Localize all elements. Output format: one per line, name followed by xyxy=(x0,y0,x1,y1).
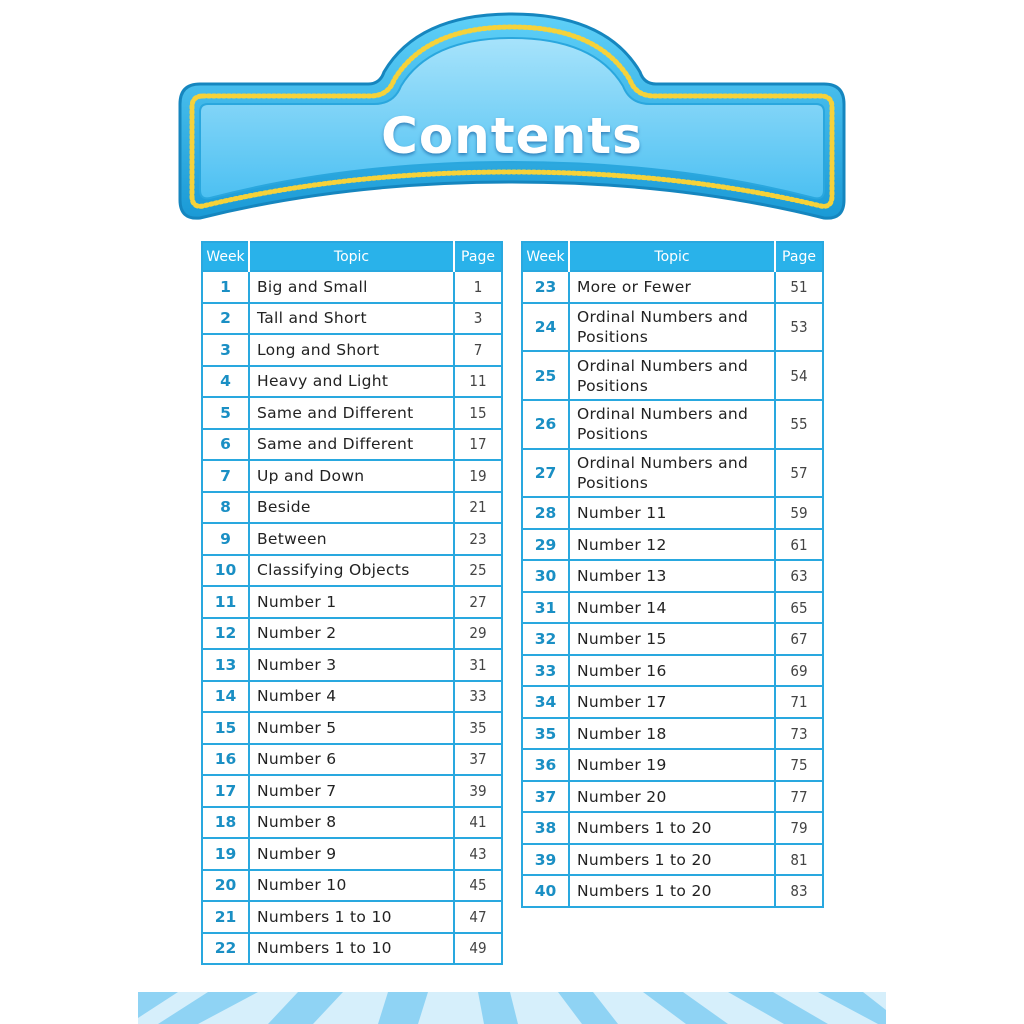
table-header-row xyxy=(202,242,502,271)
table-row xyxy=(522,351,823,400)
week-number: 20 xyxy=(202,870,249,902)
week-number: 26 xyxy=(522,400,569,449)
week-number: 18 xyxy=(202,807,249,839)
week-number: 31 xyxy=(522,592,569,624)
page-title: Contents xyxy=(381,107,643,165)
table-row xyxy=(202,807,502,839)
table-row xyxy=(522,749,823,781)
topic-name: Big and Small xyxy=(249,271,454,303)
page-number: 61 xyxy=(775,529,823,561)
table-row xyxy=(202,901,502,933)
topic-name: Number 18 xyxy=(569,718,775,750)
page-number: 54 xyxy=(775,351,823,400)
week-number: 4 xyxy=(202,366,249,398)
table-row xyxy=(522,844,823,876)
table-row xyxy=(202,429,502,461)
week-number: 3 xyxy=(202,334,249,366)
topic-name: Number 9 xyxy=(249,838,454,870)
page-header: Page xyxy=(775,242,823,271)
page-number: 19 xyxy=(454,460,502,492)
page-number: 35 xyxy=(454,712,502,744)
week-number: 40 xyxy=(522,875,569,907)
table-row xyxy=(202,618,502,650)
page-number: 33 xyxy=(454,681,502,713)
page-number: 73 xyxy=(775,718,823,750)
table-row xyxy=(522,497,823,529)
topic-name: Number 8 xyxy=(249,807,454,839)
topic-name: Number 11 xyxy=(569,497,775,529)
week-number: 22 xyxy=(202,933,249,965)
page-number: 21 xyxy=(454,492,502,524)
table-row xyxy=(522,875,823,907)
page-number: 59 xyxy=(775,497,823,529)
page-number: 37 xyxy=(454,744,502,776)
week-header: Week xyxy=(202,242,249,271)
page-number: 15 xyxy=(454,397,502,429)
decorative-stripes xyxy=(138,992,886,1024)
topic-name: Numbers 1 to 20 xyxy=(569,875,775,907)
topic-name: Numbers 1 to 20 xyxy=(569,812,775,844)
week-number: 35 xyxy=(522,718,569,750)
week-number: 6 xyxy=(202,429,249,461)
topic-name: Up and Down xyxy=(249,460,454,492)
week-number: 36 xyxy=(522,749,569,781)
topic-name: More or Fewer xyxy=(569,271,775,303)
week-number: 7 xyxy=(202,460,249,492)
week-number: 14 xyxy=(202,681,249,713)
table-row xyxy=(522,592,823,624)
page-number: 57 xyxy=(775,449,823,498)
week-number: 28 xyxy=(522,497,569,529)
week-number: 30 xyxy=(522,560,569,592)
table-row xyxy=(522,623,823,655)
page-number: 7 xyxy=(454,334,502,366)
topic-name: Number 15 xyxy=(569,623,775,655)
week-number: 33 xyxy=(522,655,569,687)
topic-name: Number 3 xyxy=(249,649,454,681)
page-number: 43 xyxy=(454,838,502,870)
table-row xyxy=(202,334,502,366)
topic-name: Number 4 xyxy=(249,681,454,713)
week-number: 29 xyxy=(522,529,569,561)
table-row xyxy=(522,686,823,718)
table-row xyxy=(202,523,502,555)
page-number: 23 xyxy=(454,523,502,555)
table-row xyxy=(202,586,502,618)
table-row xyxy=(522,718,823,750)
page-number: 49 xyxy=(454,933,502,965)
topic-name: Number 5 xyxy=(249,712,454,744)
week-number: 19 xyxy=(202,838,249,870)
week-number: 5 xyxy=(202,397,249,429)
week-number: 11 xyxy=(202,586,249,618)
table-row xyxy=(522,560,823,592)
week-number: 34 xyxy=(522,686,569,718)
topic-header: Topic xyxy=(569,242,775,271)
topic-name: Number 1 xyxy=(249,586,454,618)
page-number: 3 xyxy=(454,303,502,335)
week-number: 32 xyxy=(522,623,569,655)
table-row xyxy=(202,303,502,335)
page-number: 45 xyxy=(454,870,502,902)
page-number: 67 xyxy=(775,623,823,655)
week-header: Week xyxy=(522,242,569,271)
topic-name: Numbers 1 to 10 xyxy=(249,933,454,965)
page-number: 31 xyxy=(454,649,502,681)
table-row xyxy=(202,271,502,303)
page-number: 51 xyxy=(775,271,823,303)
topic-name: Long and Short xyxy=(249,334,454,366)
page-number: 63 xyxy=(775,560,823,592)
table-row xyxy=(202,933,502,965)
week-number: 24 xyxy=(522,303,569,352)
page-number: 17 xyxy=(454,429,502,461)
topic-name: Number 20 xyxy=(569,781,775,813)
table-row xyxy=(522,303,823,352)
topic-name: Number 6 xyxy=(249,744,454,776)
topic-name: Number 2 xyxy=(249,618,454,650)
topic-name: Number 17 xyxy=(569,686,775,718)
topic-name: Number 19 xyxy=(569,749,775,781)
topic-name: Number 16 xyxy=(569,655,775,687)
table-row xyxy=(202,870,502,902)
topic-name: Same and Different xyxy=(249,429,454,461)
contents-table-right xyxy=(521,241,824,908)
topic-name: Tall and Short xyxy=(249,303,454,335)
week-number: 23 xyxy=(522,271,569,303)
topic-name: Between xyxy=(249,523,454,555)
topic-name: Ordinal Numbers and Positions xyxy=(569,351,775,400)
topic-name: Classifying Objects xyxy=(249,555,454,587)
topic-name: Same and Different xyxy=(249,397,454,429)
page-number: 1 xyxy=(454,271,502,303)
table-row xyxy=(202,397,502,429)
topic-name: Numbers 1 to 20 xyxy=(569,844,775,876)
week-number: 2 xyxy=(202,303,249,335)
page-number: 53 xyxy=(775,303,823,352)
topic-header: Topic xyxy=(249,242,454,271)
week-number: 27 xyxy=(522,449,569,498)
topic-name: Ordinal Numbers and Positions xyxy=(569,400,775,449)
topic-name: Number 7 xyxy=(249,775,454,807)
table-row xyxy=(202,649,502,681)
week-number: 17 xyxy=(202,775,249,807)
page-number: 79 xyxy=(775,812,823,844)
topic-name: Ordinal Numbers and Positions xyxy=(569,303,775,352)
table-row xyxy=(522,449,823,498)
week-number: 13 xyxy=(202,649,249,681)
week-number: 39 xyxy=(522,844,569,876)
table-row xyxy=(202,555,502,587)
page-number: 11 xyxy=(454,366,502,398)
table-row xyxy=(202,492,502,524)
page-number: 47 xyxy=(454,901,502,933)
week-number: 37 xyxy=(522,781,569,813)
week-number: 21 xyxy=(202,901,249,933)
topic-name: Number 10 xyxy=(249,870,454,902)
week-number: 16 xyxy=(202,744,249,776)
week-number: 8 xyxy=(202,492,249,524)
topic-name: Number 14 xyxy=(569,592,775,624)
table-row xyxy=(522,271,823,303)
page-number: 71 xyxy=(775,686,823,718)
page-number: 69 xyxy=(775,655,823,687)
week-number: 10 xyxy=(202,555,249,587)
week-number: 38 xyxy=(522,812,569,844)
topic-name: Ordinal Numbers and Positions xyxy=(569,449,775,498)
page-number: 29 xyxy=(454,618,502,650)
table-row xyxy=(202,775,502,807)
topic-name: Heavy and Light xyxy=(249,366,454,398)
table-row xyxy=(202,681,502,713)
page-number: 83 xyxy=(775,875,823,907)
table-row xyxy=(522,400,823,449)
topic-name: Numbers 1 to 10 xyxy=(249,901,454,933)
week-number: 25 xyxy=(522,351,569,400)
table-row xyxy=(522,529,823,561)
table-row xyxy=(202,366,502,398)
table-row xyxy=(202,838,502,870)
topic-name: Number 13 xyxy=(569,560,775,592)
week-number: 15 xyxy=(202,712,249,744)
week-number: 1 xyxy=(202,271,249,303)
page-header: Page xyxy=(454,242,502,271)
page-number: 77 xyxy=(775,781,823,813)
week-number: 12 xyxy=(202,618,249,650)
page-number: 27 xyxy=(454,586,502,618)
topic-name: Number 12 xyxy=(569,529,775,561)
table-row xyxy=(522,781,823,813)
table-row xyxy=(202,744,502,776)
table-row xyxy=(522,812,823,844)
page-number: 39 xyxy=(454,775,502,807)
page-number: 55 xyxy=(775,400,823,449)
page-number: 65 xyxy=(775,592,823,624)
page-number: 81 xyxy=(775,844,823,876)
week-number: 9 xyxy=(202,523,249,555)
page-number: 75 xyxy=(775,749,823,781)
table-row xyxy=(202,712,502,744)
table-header-row xyxy=(522,242,823,271)
topic-name: Beside xyxy=(249,492,454,524)
contents-table-left xyxy=(201,241,503,965)
table-row xyxy=(202,460,502,492)
table-row xyxy=(522,655,823,687)
page-number: 41 xyxy=(454,807,502,839)
page-number: 25 xyxy=(454,555,502,587)
